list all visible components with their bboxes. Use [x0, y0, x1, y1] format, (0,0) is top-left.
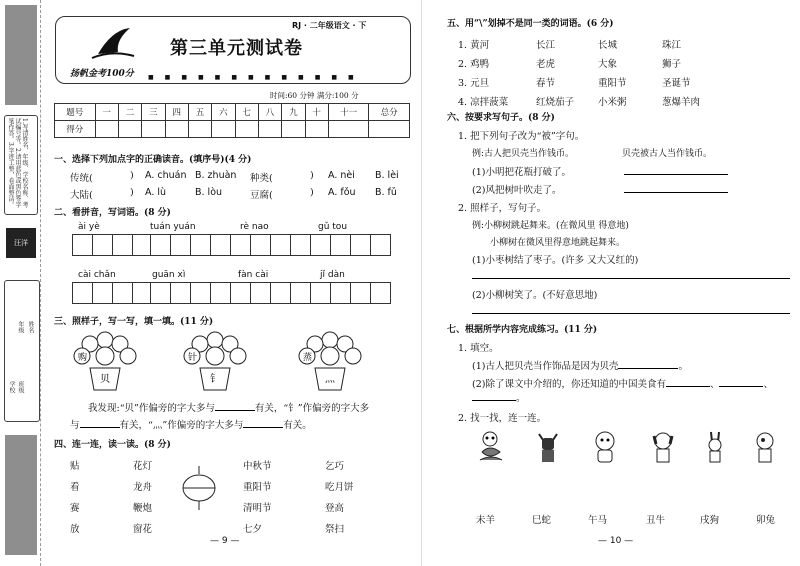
q7-fill-1: (1)古人把贝壳当作饰品是因为贝壳 。: [472, 361, 688, 372]
q1-answer-paren[interactable]: ): [310, 187, 314, 198]
q1-option: A. nèi: [328, 170, 355, 181]
flower-pot-1: [70, 330, 140, 392]
score-input[interactable]: [118, 121, 141, 138]
score-input[interactable]: [212, 121, 235, 138]
q4-item[interactable]: 登高: [325, 503, 345, 514]
score-input[interactable]: [282, 121, 305, 138]
q4-item[interactable]: 龙舟: [133, 482, 153, 493]
lantern-icon: [178, 466, 220, 512]
q5-word[interactable]: 4. 凉拌菠菜: [458, 97, 509, 108]
tian-grid[interactable]: [230, 234, 310, 256]
score-input[interactable]: [369, 121, 410, 138]
q3-text: 有关，“钅”作偏旁的字大多: [254, 403, 370, 414]
q4-item[interactable]: 花灯: [133, 461, 153, 472]
binding-strip: [0, 0, 44, 566]
q4-item[interactable]: 祭扫: [325, 524, 345, 535]
q5-word[interactable]: 小米粥: [598, 97, 627, 108]
snake-icon[interactable]: [476, 430, 506, 464]
gray-band-top: [5, 5, 37, 105]
score-cell: 题号: [55, 104, 96, 121]
flower-pot-3: [295, 330, 365, 392]
radical-label: 灬: [325, 374, 335, 385]
score-cell: 总分: [369, 104, 410, 121]
q5-word[interactable]: 珠江: [662, 40, 682, 51]
q5-word[interactable]: 圣诞节: [662, 78, 691, 89]
q4-item[interactable]: 窗花: [133, 524, 153, 535]
answer-line[interactable]: [472, 278, 790, 279]
q1-option: B. lòu: [195, 187, 223, 198]
pinyin-label: jǐ dàn: [320, 270, 345, 280]
score-row-label: 得分: [55, 121, 96, 138]
q6-s1: 1. 把下列句子改为“被”字句。: [458, 131, 585, 142]
score-input[interactable]: [328, 121, 369, 138]
q1-word: 大陆(: [70, 190, 93, 201]
q1-word: 传统(: [70, 173, 93, 184]
q6-s2: 2. 照样子，写句子。: [458, 203, 547, 214]
tian-grid[interactable]: [230, 282, 310, 304]
q5-heading: 五、用“\”划掉不是同一类的词语。(6 分): [447, 19, 614, 29]
q1-answer-paren[interactable]: ): [130, 170, 134, 181]
q6-item-2a: (1)小枣树结了枣子。(许多 又大又红的): [472, 255, 639, 266]
score-input[interactable]: [258, 121, 281, 138]
q4-item[interactable]: 中秋节: [243, 461, 272, 472]
score-input[interactable]: [142, 121, 165, 138]
horse-icon[interactable]: [750, 430, 780, 464]
grade-label: 年级: [17, 321, 24, 333]
zodiac-label[interactable]: 午马: [588, 515, 608, 526]
strip-badge: 汪洋: [6, 228, 36, 258]
pinyin-label: gǔ tou: [318, 222, 348, 232]
q5-word[interactable]: 春节: [536, 78, 556, 89]
grade-tag: RJ · 二年级语文 · 下: [292, 21, 367, 30]
q4-item[interactable]: 清明节: [243, 503, 272, 514]
radical-label: 贝: [100, 374, 110, 385]
q6-example-1a: 例:古人把贝壳当作钱币。: [472, 149, 575, 159]
gray-band-bottom: [5, 435, 37, 555]
q3-text: 有关。: [283, 420, 312, 431]
time-info: 时间:60 分钟 满分:100 分: [270, 91, 359, 100]
score-cell: 五: [188, 104, 211, 121]
student-info-box: [4, 280, 40, 422]
answer-line[interactable]: [472, 313, 790, 314]
cut-line: [40, 0, 41, 566]
q7-fill-text: (2)除了课文中介绍的，你还知道的中国美食有: [472, 379, 666, 390]
score-cell: 七: [235, 104, 258, 121]
q3-heading: 三、照样子，写一写，填一填。(11 分): [54, 317, 214, 327]
page-number-right: — 10 —: [598, 536, 634, 546]
q4-item[interactable]: 乞巧: [325, 461, 345, 472]
zodiac-label[interactable]: 未羊: [476, 515, 496, 526]
page-number-left: — 9 —: [210, 536, 240, 546]
q7-fill-2: (2)除了课文中介绍的，你还知道的中国美食有 、 、。: [472, 379, 773, 404]
score-cell: 三: [142, 104, 165, 121]
notes-box: [4, 115, 38, 215]
q4-col-verbs: [70, 456, 80, 540]
q5-word[interactable]: 重阳节: [598, 78, 627, 89]
score-cell: 二: [118, 104, 141, 121]
q3-blank[interactable]: [215, 410, 255, 411]
class-label: 班级: [17, 381, 24, 393]
q4-item[interactable]: 重阳节: [243, 482, 272, 493]
q7-fill-title: 1. 填空。: [458, 343, 499, 354]
q7-blank[interactable]: [472, 400, 516, 401]
q6-example-1b: 贝壳被古人当作钱币。: [622, 149, 713, 159]
q5-rows: [458, 36, 788, 112]
q3-text: 与: [70, 420, 80, 431]
notes-text: 1.写清姓名、年级、学校名称、考试编号等。2.请用蓝色或黑色签字笔作答。3.字迹工整，卷面整洁。: [7, 118, 28, 208]
q1-option: A. chuán: [145, 170, 187, 181]
q3-text: 有关，“灬”作偏旁的字大多与: [119, 420, 244, 431]
dot-row: ■■■■■■■■■■■■■: [148, 74, 365, 81]
q7-blank[interactable]: [666, 386, 710, 387]
pinyin-label: tuán yuán: [150, 222, 196, 232]
score-cell: 一: [95, 104, 118, 121]
q5-word[interactable]: 长城: [598, 40, 618, 51]
score-header-row: [55, 104, 410, 121]
q4-col-nouns: [133, 456, 152, 540]
q1-option: A. lù: [145, 187, 167, 198]
q7-find-title: 2. 找一找，连一连。: [458, 413, 547, 424]
q1-option: B. lèi: [375, 170, 399, 181]
q3-paragraph-2: [70, 417, 410, 431]
sailboat-logo-icon: [90, 26, 136, 62]
q4-item[interactable]: 放: [70, 524, 80, 535]
q3-paragraph: [88, 400, 418, 417]
brand-name: 扬帆金考100分: [70, 69, 134, 79]
score-input[interactable]: [188, 121, 211, 138]
q3-blank[interactable]: [243, 427, 283, 428]
q5-row: [458, 36, 788, 55]
q4-item[interactable]: 看: [70, 482, 80, 493]
petal-word: 蒸: [303, 353, 313, 363]
score-cell: 九: [282, 104, 305, 121]
tian-grid[interactable]: [310, 234, 390, 256]
q5-row: [458, 55, 788, 74]
tian-grid[interactable]: [72, 234, 152, 256]
q4-heading: 四、连一连，读一读。(8 分): [54, 440, 171, 450]
q5-word[interactable]: 老虎: [536, 59, 556, 70]
score-input[interactable]: [305, 121, 328, 138]
pinyin-label: cài chǎn: [78, 270, 116, 280]
tian-grid[interactable]: [310, 282, 390, 304]
page-title: 第三单元测试卷: [170, 38, 303, 59]
answer-line[interactable]: [624, 192, 728, 193]
q4-col-festivals: [243, 456, 272, 540]
pinyin-label: fàn cài: [238, 270, 269, 280]
q7-heading: 七、根据所学内容完成练习。(11 分): [447, 325, 598, 335]
ox-icon[interactable]: [533, 430, 563, 464]
q5-word[interactable]: 长江: [536, 40, 556, 51]
score-input[interactable]: [95, 121, 118, 138]
score-table: [54, 103, 410, 138]
q6-item-1b: (2)风把树叶吹走了。: [472, 185, 562, 196]
q2-heading: 二、看拼音，写词语。(8 分): [54, 208, 171, 218]
q7-fill-text: (1)古人把贝壳当作饰品是因为贝壳: [472, 361, 619, 372]
score-input[interactable]: [235, 121, 258, 138]
zodiac-label[interactable]: 丑牛: [646, 515, 666, 526]
zodiac-label[interactable]: 戌狗: [700, 515, 720, 526]
q5-word[interactable]: 红烧茄子: [536, 97, 575, 108]
score-value-row: [55, 121, 410, 138]
name-label: 姓名: [27, 321, 34, 333]
q6-item-2b: (2)小柳树笑了。(不好意思地): [472, 290, 598, 301]
petal-word: 针: [188, 353, 198, 363]
q5-word[interactable]: 2. 鸡鸭: [458, 59, 490, 70]
rabbit-icon[interactable]: [700, 430, 730, 464]
petal-word: 购: [78, 353, 88, 363]
school-label: 学校: [8, 381, 15, 393]
q5-word[interactable]: 3. 元旦: [458, 78, 490, 89]
q3-blank[interactable]: [80, 427, 120, 428]
q1-option: A. fǒu: [328, 187, 356, 198]
q6-example-2b: 小柳树在微风里得意地跳起舞来。: [490, 238, 626, 248]
q6-example-2a: 例:小柳树跳起舞来。(在微风里 得意地): [472, 221, 629, 231]
q4-item[interactable]: 赛: [70, 503, 80, 514]
tian-grid[interactable]: [72, 282, 152, 304]
q4-item[interactable]: 贴: [70, 461, 80, 472]
q1-answer-paren[interactable]: ): [130, 187, 134, 198]
q5-word[interactable]: 葱爆羊肉: [662, 97, 701, 108]
q1-option: B. fǔ: [375, 187, 397, 198]
pinyin-label: ài yè: [78, 222, 100, 232]
q6-heading: 六、按要求写句子。(8 分): [447, 113, 555, 123]
q5-word[interactable]: 1. 黄河: [458, 40, 490, 51]
q6-item-1a: (1)小明把花瓶打破了。: [472, 167, 571, 178]
q4-col-customs: [325, 456, 354, 540]
q5-word[interactable]: 狮子: [662, 59, 682, 70]
zodiac-label[interactable]: 卯兔: [756, 515, 776, 526]
q1-word: 种类(: [250, 173, 273, 184]
q7-blank[interactable]: [719, 386, 763, 387]
q3-text: 我发现:“贝”作偏旁的字大多与: [88, 403, 215, 414]
page-divider: [421, 0, 422, 566]
q1-heading: 一、选择下列加点字的正确读音。(填序号)(4 分): [54, 155, 252, 165]
q1-option: B. zhuàn: [195, 170, 237, 181]
q5-row: [458, 74, 788, 93]
score-cell: 六: [212, 104, 235, 121]
tian-grid[interactable]: [150, 234, 230, 256]
score-cell: 十一: [328, 104, 369, 121]
answer-line[interactable]: [624, 174, 728, 175]
q7-blank[interactable]: [618, 368, 678, 369]
q5-word[interactable]: 大象: [598, 59, 618, 70]
q1-word: 豆腐(: [250, 190, 273, 201]
pinyin-label: rè nao: [240, 222, 269, 232]
sheep-icon[interactable]: [590, 430, 620, 464]
q4-item[interactable]: 七夕: [243, 524, 263, 535]
tian-grid[interactable]: [150, 282, 230, 304]
zodiac-label[interactable]: 巳蛇: [532, 515, 552, 526]
q4-item[interactable]: 鞭炮: [133, 503, 153, 514]
dog-icon[interactable]: [648, 430, 678, 464]
q4-item[interactable]: 吃月饼: [325, 482, 354, 493]
q1-answer-paren[interactable]: ): [310, 170, 314, 181]
score-cell: 八: [258, 104, 281, 121]
score-cell: 四: [165, 104, 188, 121]
score-input[interactable]: [165, 121, 188, 138]
radical-label: 钅: [210, 374, 220, 385]
score-cell: 十: [305, 104, 328, 121]
pinyin-label: guān xì: [152, 270, 186, 280]
flower-pot-2: [180, 330, 250, 392]
